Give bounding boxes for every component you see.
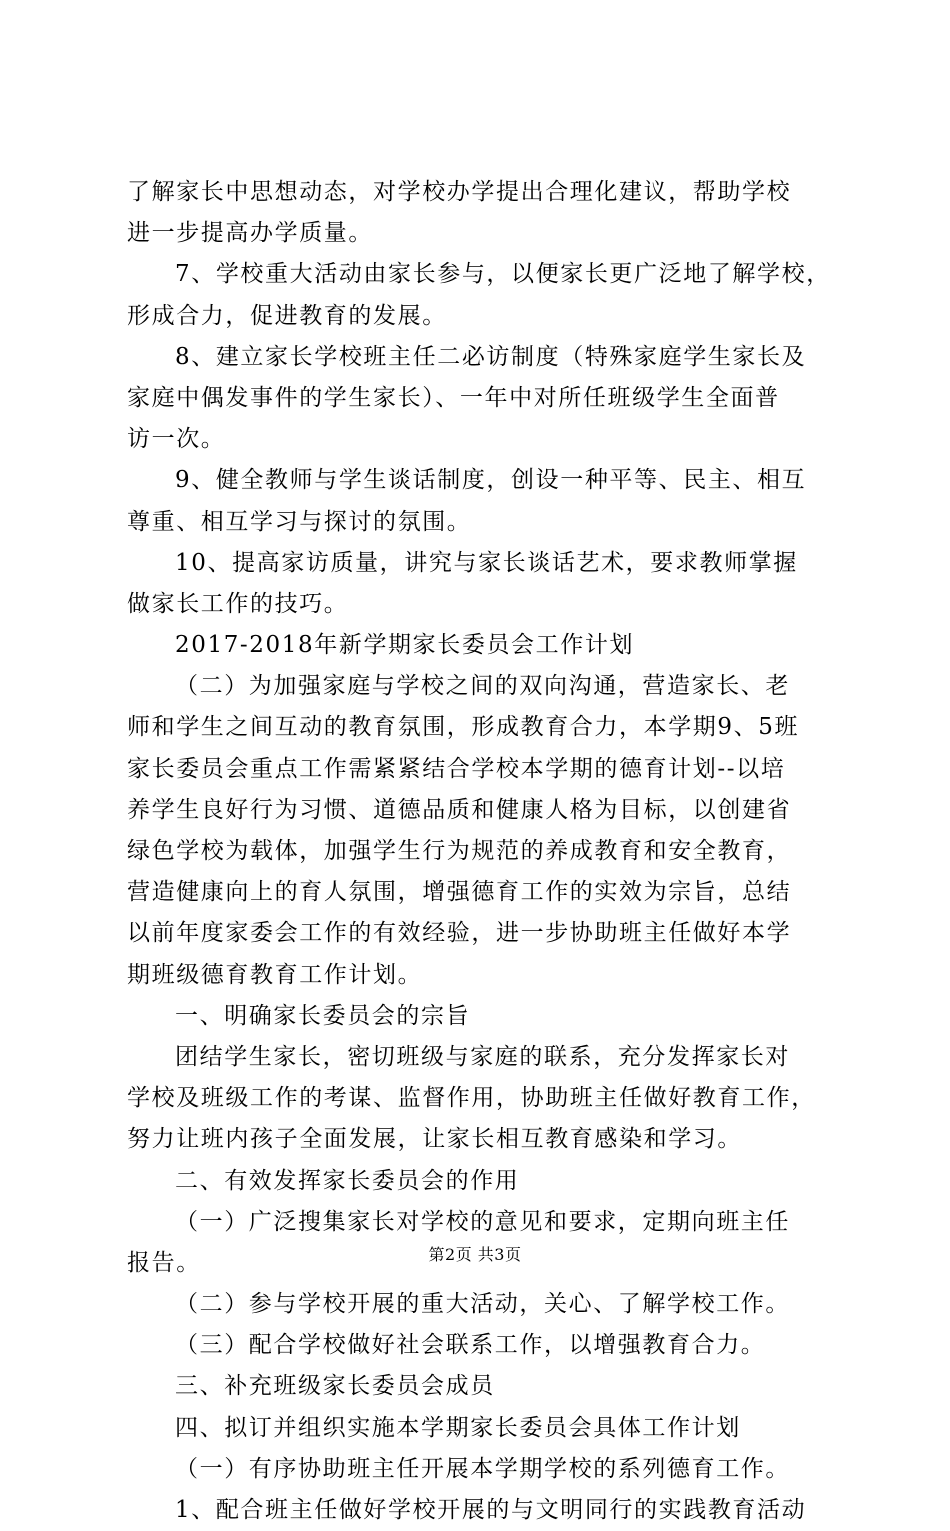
text-line: 三、补充班级家长委员会成员 [175,1373,495,1400]
text-line: 9、健全教师与学生谈话制度，创设一种平等、民主、相互 [175,467,807,494]
text-line: 营造健康向上的育人氛围，增强德育工作的实效为宗旨，总结 [127,879,792,906]
document-body [127,172,837,1531]
text-line: （一）广泛搜集家长对学校的意见和要求，定期向班主任 [175,1208,790,1235]
text-line: 期班级德育教育工作计划。 [127,961,423,988]
text-line: 四、拟订并组织实施本学期家长委员会具体工作计划 [175,1414,741,1441]
text-line: 家庭中偶发事件的学生家长）、一年中对所任班级学生全面普 [127,384,780,411]
text-line: 做家长工作的技巧。 [127,590,349,617]
page-number-footer: 第2页 共3页 [428,1245,522,1264]
text-line: 10、提高家访质量，讲究与家长谈话艺术，要求教师掌握 [175,549,798,576]
text-line: 了解家长中思想动态，对学校办学提出合理化建议，帮助学校 [127,179,792,205]
text-line: 报告。 [127,1249,201,1276]
text-line: 8、建立家长学校班主任二必访制度（特殊家庭学生家长及 [175,343,807,370]
text-line: （三）配合学校做好社会联系工作，以增强教育合力。 [175,1332,766,1359]
text-line: 进一步提高办学质量。 [127,220,373,247]
text-line: 学校及班级工作的考谋、监督作用，协助班主任做好教育工作， [127,1085,816,1112]
text-line: 以前年度家委会工作的有效经验，进一步协助班主任做好本学 [127,920,792,947]
text-line: （二）为加强家庭与学校之间的双向沟通，营造家长、老 [175,673,790,700]
text-line: 绿色学校为载体，加强学生行为规范的养成教育和安全教育， [127,838,792,864]
text-line: （二）参与学校开展的重大活动，关心、了解学校工作。 [175,1291,790,1318]
text-line: 二、有效发挥家长委员会的作用 [175,1167,520,1194]
text-line: 努力让班内孩子全面发展，让家长相互教育感染和学习。 [127,1126,742,1153]
text-line: （一）有序协助班主任开展本学期学校的系列德育工作。 [175,1455,790,1482]
text-line: 形成合力，促进教育的发展。 [127,302,447,329]
text-line: 1、配合班主任做好学校开展的与文明同行的实践教育活动 [175,1497,807,1523]
text-line: 访一次。 [127,426,226,453]
text-line: 师和学生之间互动的教育氛围，形成教育合力，本学期9、5班 [127,714,800,741]
text-line: 2017-2018年新学期家长委员会工作计划 [175,632,635,659]
text-line: 尊重、相互学习与探讨的氛围。 [127,508,472,535]
text-line: 家长委员会重点工作需紧紧结合学校本学期的德育计划--以培 [127,755,786,782]
text-line: 一、明确家长委员会的宗旨 [175,1002,471,1029]
text-line: 团结学生家长，密切班级与家庭的联系，充分发挥家长对 [175,1043,790,1070]
text-line: 养学生良好行为习惯、道德品质和健康人格为目标，以创建省 [127,796,792,823]
text-line: 7、学校重大活动由家长参与，以便家长更广泛地了解学校， [175,261,831,288]
